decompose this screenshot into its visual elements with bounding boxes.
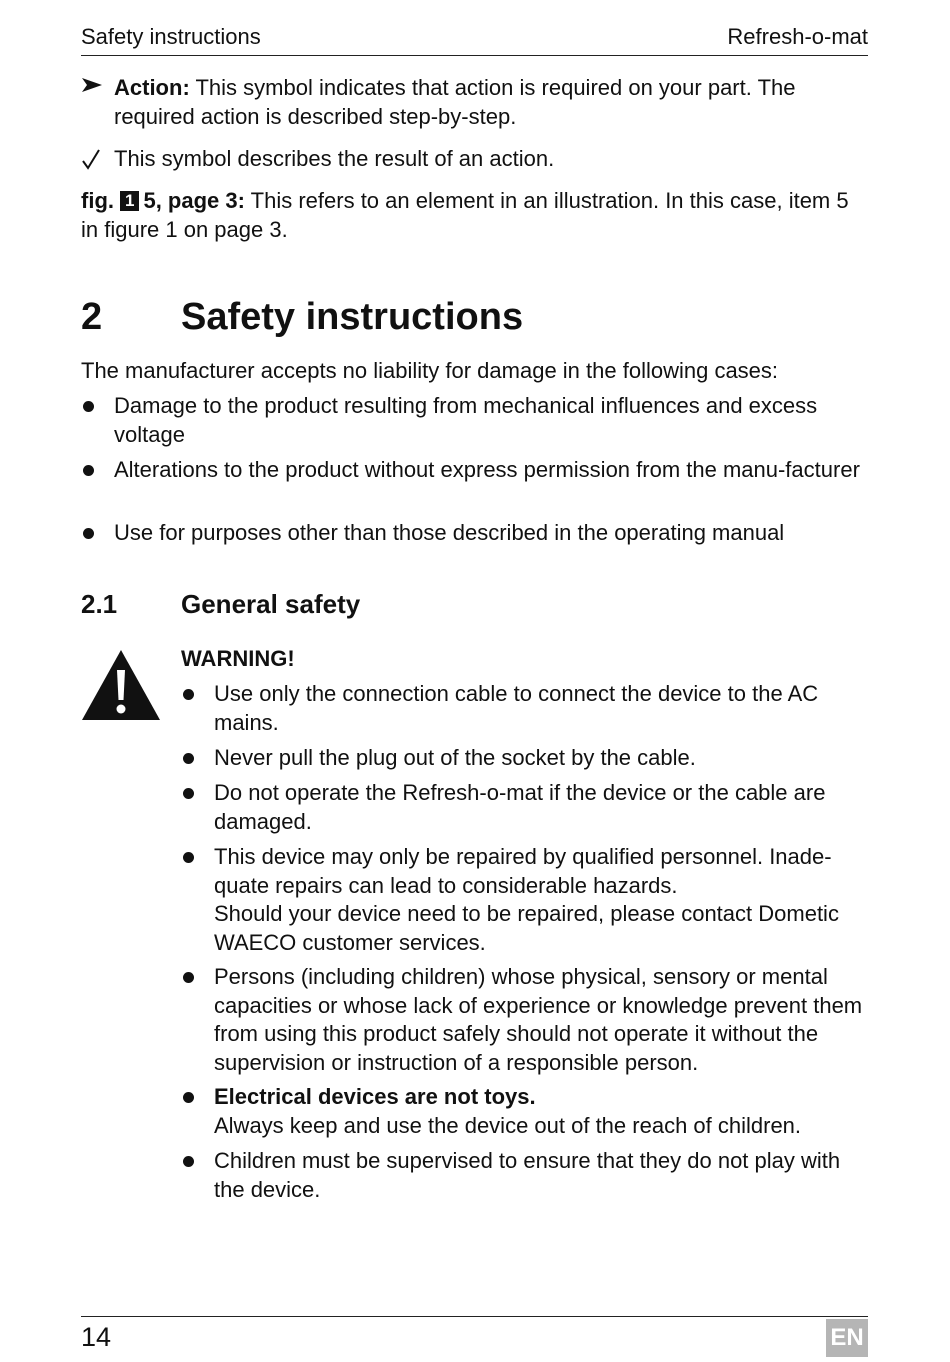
list-item <box>181 779 868 836</box>
fig-label: 5, page 3: <box>143 188 245 213</box>
list-item <box>81 456 868 485</box>
list-item <box>181 1083 868 1140</box>
liability-intro: The manufacturer accepts no liability for damage in the following cases: <box>81 358 779 383</box>
bullet-icon <box>183 689 194 700</box>
list-item-text: Use only the connection cable to connect the device to the AC mains. <box>214 681 819 735</box>
list-item-text: Children must be supervised to ensure that they do not play with the device. <box>214 1148 841 1202</box>
list-item <box>81 392 868 449</box>
arrow-icon <box>81 74 103 103</box>
bullet-icon <box>183 788 194 799</box>
list-item-text: Alterations to the product without express permission from the manu-facturer <box>114 457 860 482</box>
action-note <box>81 74 868 131</box>
bullet-icon <box>183 1156 194 1167</box>
bullet-icon <box>83 401 94 412</box>
list-item-text: Never pull the plug out of the socket by the cable. <box>214 745 696 770</box>
bullet-icon <box>183 1092 194 1103</box>
section-title: Safety instructions <box>181 296 524 338</box>
subsection-number: 2.1 <box>81 589 118 619</box>
bullet-icon <box>183 852 194 863</box>
action-label: Action: <box>114 75 190 100</box>
fig-prefix: fig. <box>81 188 114 213</box>
list-item <box>81 519 868 548</box>
language-badge: EN <box>826 1319 868 1357</box>
list-item-text: Use for purposes other than those described in the operating manual <box>114 520 785 545</box>
list-item <box>181 680 868 737</box>
list-item-text: Persons (including children) whose physical, sensory or mental capacities or whose lack of experience or knowledge prevent them from using this product safely should not operate it without the supervision or instruction of a responsible person. <box>214 964 863 1075</box>
section-number: 2 <box>81 296 103 338</box>
bullet-icon <box>183 972 194 983</box>
result-note <box>81 145 868 174</box>
page-number: 14 <box>81 1322 112 1352</box>
running-header-title: Safety instructions <box>81 24 261 49</box>
warning-triangle-icon <box>80 648 162 727</box>
running-header-product: Refresh-o-mat <box>727 24 868 49</box>
result-text: This symbol describes the result of an action. <box>114 146 555 171</box>
list-item <box>181 1147 868 1204</box>
header-rule <box>81 55 868 56</box>
fig-text: This refers to an element in an illustration. In this case, item 5 in figure 1 on page 3. <box>81 188 849 242</box>
subsection-title: General safety <box>181 589 361 619</box>
warning-label: WARNING! <box>181 646 295 671</box>
bullet-icon <box>83 465 94 476</box>
list-item <box>181 744 868 773</box>
list-item-text: Do not operate the Refresh-o-mat if the device or the cable are damaged. <box>214 780 826 834</box>
figure-number-box: 1 <box>120 191 139 211</box>
list-item <box>181 843 868 957</box>
list-item-text: Damage to the product resulting from mechanical influences and excess voltage <box>114 393 818 447</box>
figure-reference-note <box>81 187 868 244</box>
list-item-text: This device may only be repaired by qualified personnel. Inade-quate repairs can lead to considerable hazards. <box>214 844 832 898</box>
list-item-text-continued: Should your device need to be repaired, please contact Dometic WAECO customer services. <box>214 901 839 955</box>
checkmark-icon <box>81 148 101 178</box>
list-item-emphasis: Electrical devices are not toys. <box>214 1084 536 1109</box>
action-text: This symbol indicates that action is required on your part. The required action is described step-by-step. <box>114 75 796 129</box>
bullet-icon <box>83 528 94 539</box>
footer-rule <box>81 1316 868 1317</box>
bullet-icon <box>183 753 194 764</box>
list-item-text-continued: Always keep and use the device out of the reach of children. <box>214 1112 802 1138</box>
list-item <box>181 963 868 1077</box>
